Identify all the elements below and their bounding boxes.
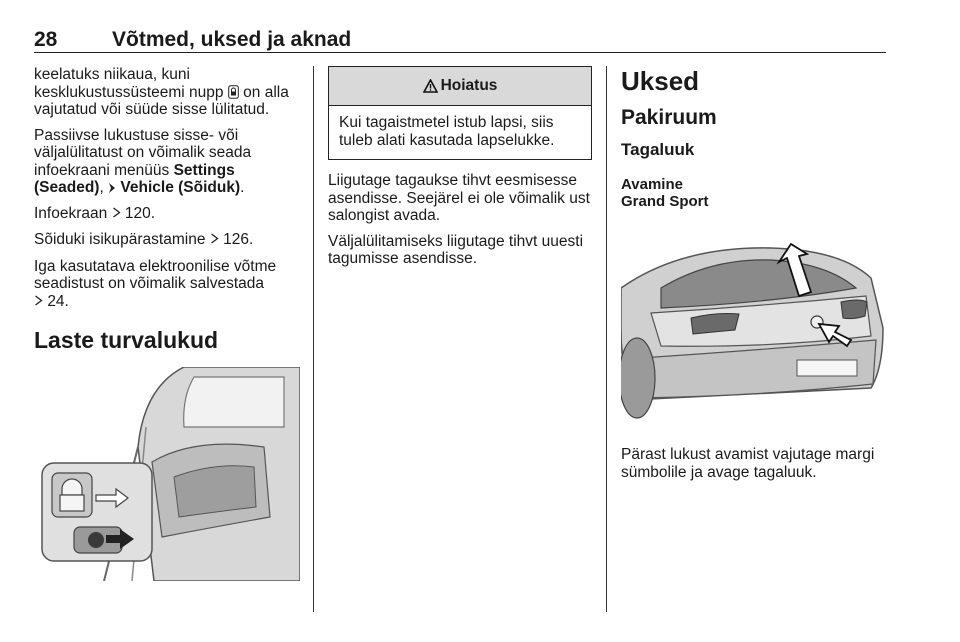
column-3 bbox=[621, 66, 887, 489]
lock-button-icon bbox=[228, 85, 239, 99]
child-lock-illustration bbox=[34, 367, 300, 581]
menu-arrow-icon bbox=[108, 182, 116, 194]
page-reference-arrow-icon bbox=[210, 232, 219, 250]
chapter-title: Võtmed, uksed ja aknad bbox=[112, 28, 352, 51]
menu-settings: Settings (Seaded) bbox=[34, 161, 235, 196]
warning-text: Kui tagaistmetel istub lapsi, siis tuleb alati kasutada lapselukke. bbox=[339, 114, 555, 149]
heading-doors: Uksed bbox=[621, 66, 700, 96]
paragraph-pin-forward: Liigutage tagaukse tihvt eesmisesse asendisse. Seejärel ei ole võimalik ust salongist avada. bbox=[328, 172, 590, 224]
column-divider-right bbox=[606, 66, 607, 612]
paragraph-personalization-ref: Sõiduki isikupärastamine 126. bbox=[34, 231, 254, 248]
page-reference-arrow-icon bbox=[112, 206, 121, 224]
heading-tailgate: Tagaluuk bbox=[621, 140, 695, 159]
column-2 bbox=[328, 66, 592, 276]
column-divider-left bbox=[313, 66, 314, 612]
heading-child-locks: Laste turvalukud bbox=[34, 327, 219, 353]
column-1 bbox=[34, 66, 300, 581]
paragraph-passive-lock: Passiivse lukustuse sisse- või väljalülitatust on võimalik seada infoekraani menüüs Settings (Seaded), Vehicle (Sõiduk). bbox=[34, 126, 252, 196]
heading-load-compartment: Pakiruum bbox=[621, 106, 717, 129]
warning-title: Hoiatus bbox=[440, 77, 498, 95]
heading-opening: Avamine bbox=[621, 176, 683, 193]
paragraph-infoscreen-ref: Infoekraan 120. bbox=[34, 204, 156, 222]
page-header bbox=[34, 28, 886, 53]
paragraph-key-settings: Iga kasutatava elektroonilise võtme seadistust on võimalik salvestada 24. bbox=[34, 257, 277, 310]
menu-vehicle: Vehicle (Sõiduk) bbox=[120, 179, 241, 196]
page-number: 28 bbox=[34, 28, 58, 51]
paragraph-pin-back: Väljalülitamiseks liigutage tihvt uuesti tagumisse asendisse. bbox=[328, 232, 584, 267]
warning-box bbox=[328, 66, 592, 160]
warning-header bbox=[329, 67, 591, 106]
tailgate-illustration bbox=[621, 218, 885, 428]
page-reference-arrow-icon bbox=[34, 294, 43, 312]
warning-triangle-icon bbox=[423, 79, 438, 93]
heading-grand-sport: Grand Sport bbox=[621, 193, 709, 210]
paragraph-lock-button: keelatuks niikaua, kuni kesklukustussüsteemi nupp on alla vajutatud või süüde sisse lülitatud. bbox=[34, 66, 289, 118]
paragraph-open-tailgate: Pärast lukust avamist vajutage margi sümbolile ja avage tagaluuk. bbox=[621, 446, 875, 481]
